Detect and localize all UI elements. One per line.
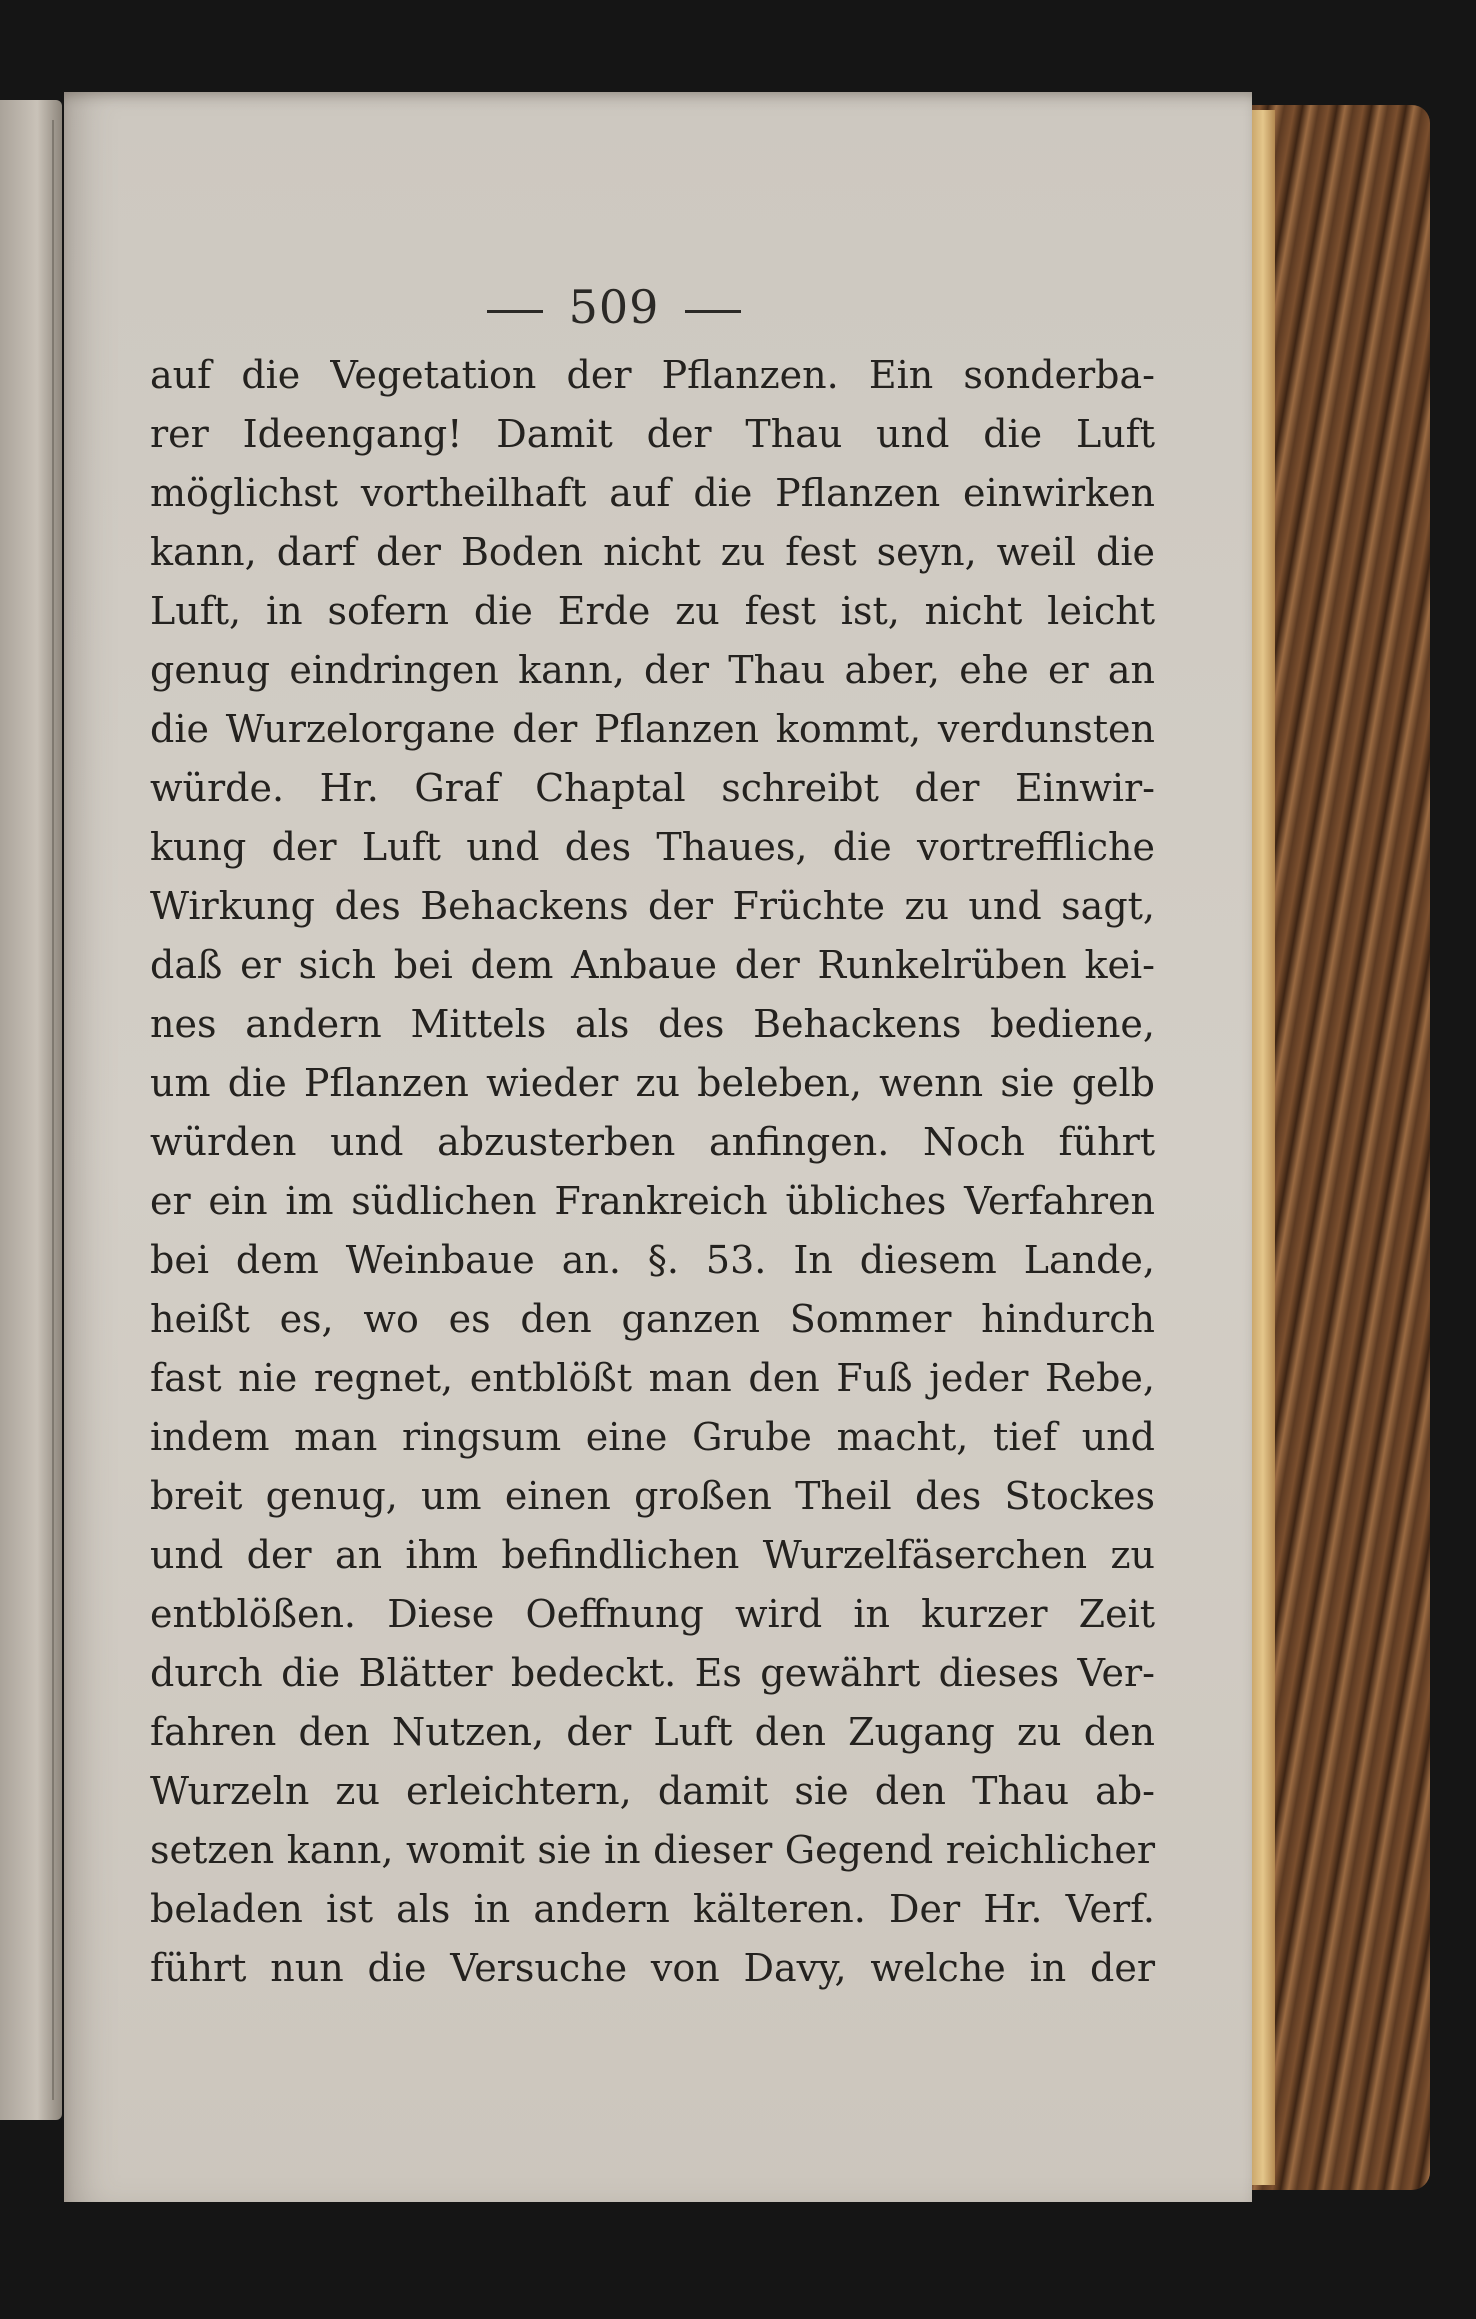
- book-cover-edge: [1250, 105, 1430, 2190]
- dash-right: [685, 310, 741, 313]
- text-line: führt nun die Versuche von Davy, welche in der: [150, 1946, 1155, 1990]
- text-line: breit genug, um einen großen Theil des Stockes: [150, 1474, 1155, 1518]
- dash-left: [487, 310, 543, 313]
- text-line: heißt es, wo es den ganzen Sommer hindurch: [150, 1297, 1155, 1341]
- text-line: rer Ideengang! Damit der Thau und die Luft: [150, 412, 1155, 456]
- text-line: indem man ringsum eine Grube macht, tief und: [150, 1415, 1155, 1459]
- text-line: er ein im südlichen Frankreich übliches Verfahren: [150, 1179, 1155, 1223]
- book-page: [64, 92, 1252, 2202]
- text-line: genug eindringen kann, der Thau aber, ehe er an: [150, 648, 1155, 692]
- body-text: [150, 346, 1155, 1998]
- text-line: durch die Blätter bedeckt. Es gewährt dieses Ver-: [150, 1651, 1155, 1695]
- text-line: die Wurzelorgane der Pflanzen kommt, verdunsten: [150, 707, 1155, 751]
- text-line: fast nie regnet, entblößt man den Fuß jeder Rebe,: [150, 1356, 1155, 1400]
- text-line: kann, darf der Boden nicht zu fest seyn, weil die: [150, 530, 1155, 574]
- text-line: und der an ihm befindlichen Wurzelfäserchen zu: [150, 1533, 1155, 1577]
- text-line: kung der Luft und des Thaues, die vortreffliche: [150, 825, 1155, 869]
- text-line: entblößen. Diese Oeffnung wird in kurzer Zeit: [150, 1592, 1155, 1636]
- text-line: würde. Hr. Graf Chaptal schreibt der Einwir-: [150, 766, 1155, 810]
- text-line: beladen ist als in andern kälteren. Der Hr. Verf.: [150, 1887, 1155, 1931]
- text-line: bei dem Weinbaue an. §. 53. In diesem Lande,: [150, 1238, 1155, 1282]
- page-number-header: [64, 280, 1164, 334]
- text-line: Wirkung des Behackens der Früchte zu und sagt,: [150, 884, 1155, 928]
- text-line: daß er sich bei dem Anbaue der Runkelrüben kei-: [150, 943, 1155, 987]
- left-page-edge: [0, 100, 62, 2120]
- text-line: um die Pflanzen wieder zu beleben, wenn sie gelb: [150, 1061, 1155, 1105]
- text-line: nes andern Mittels als des Behackens bediene,: [150, 1002, 1155, 1046]
- text-line: möglichst vortheilhaft auf die Pflanzen einwirken: [150, 471, 1155, 515]
- text-line: Wurzeln zu erleichtern, damit sie den Thau ab-: [150, 1769, 1155, 1813]
- text-line: Luft, in sofern die Erde zu fest ist, nicht leicht: [150, 589, 1155, 633]
- page-number: 509: [568, 280, 660, 334]
- text-line: würden und abzusterben anfingen. Noch führt: [150, 1120, 1155, 1164]
- text-line: fahren den Nutzen, der Luft den Zugang zu den: [150, 1710, 1155, 1754]
- text-line: setzen kann, womit sie in dieser Gegend reichlicher: [150, 1828, 1155, 1872]
- text-line: auf die Vegetation der Pflanzen. Ein sonderba-: [150, 353, 1155, 397]
